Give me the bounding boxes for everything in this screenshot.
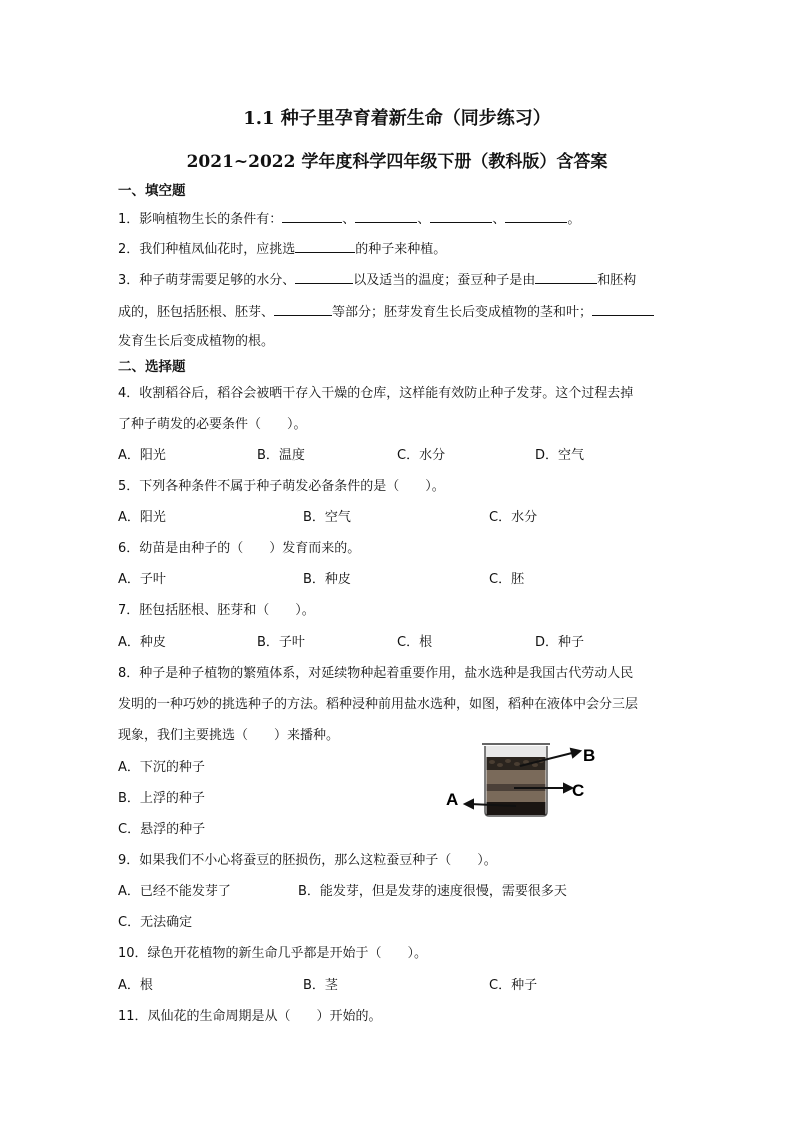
q6-option-c[interactable]: C．胚 [489,572,525,587]
q7-option-b[interactable]: B．子叶 [257,635,305,650]
q9-option-a[interactable]: A．已经不能发芽了 [118,884,231,899]
answer-blank[interactable] [282,209,342,223]
q3-text: 以及适当的温度；蚕豆种子是由 [353,273,536,288]
q5-option-c[interactable]: C．水分 [489,510,538,525]
question-9: 9．如果我们不小心将蚕豆的胚损伤，那么这粒蚕豆种子（ ）。 [118,853,497,868]
q3-text: 3．种子萌芽需要足够的水分、 [118,273,296,288]
q4-option-b[interactable]: B．温度 [257,448,305,463]
arrow-c-head [564,784,572,792]
section-fill-in: 一、填空题 [118,183,186,199]
q7-option-c[interactable]: C．根 [397,635,433,650]
q10-option-c[interactable]: C．种子 [489,978,538,993]
label-c: C [572,781,585,800]
question-1 [118,209,580,229]
question-4-line-2: 了种子萌发的必要条件（ ）。 [118,417,307,432]
q9-option-c[interactable]: C．无法确定 [118,915,193,930]
question-8-line-2: 发明的一种巧妙的挑选种子的方法。稻种浸种前用盐水选种，如图，稻种在液体中会分三层 [118,697,639,712]
label-a: A [446,790,459,809]
q6-option-b[interactable]: B．种皮 [303,572,351,587]
q5-option-a[interactable]: A．阳光 [118,510,166,525]
sunken-seed-layer [487,802,546,815]
q1-sep: 、 [492,212,506,227]
q4-option-d[interactable]: D．空气 [535,448,585,463]
q1-end: 。 [567,212,581,227]
q4-option-a[interactable]: A．阳光 [118,448,166,463]
q8-option-c[interactable]: C．悬浮的种子 [118,822,206,837]
q1-sep: 、 [342,212,356,227]
question-7: 7．胚包括胚根、胚芽和（ ）。 [118,603,315,618]
answer-blank[interactable] [274,302,332,316]
q2-post: 的种子来种植。 [355,242,447,257]
arrow-b-head [571,749,580,757]
q6-option-a[interactable]: A．子叶 [118,572,166,587]
question-8-line-1: 8．种子是种子植物的繁殖体系，对延续物种起着重要作用，盐水选种是我国古代劳动人民 [118,666,634,681]
salt-water-beaker-figure [440,740,610,820]
q9-option-b[interactable]: B．能发芽，但是发芽的速度很慢，需要很多天 [298,884,567,899]
answer-blank[interactable] [355,209,417,223]
q1-sep: 、 [417,212,431,227]
q8-option-b[interactable]: B．上浮的种子 [118,791,205,806]
answer-blank[interactable] [295,239,355,253]
question-8-line-3: 现象，我们主要挑选（ ）来播种。 [118,728,340,743]
q7-option-a[interactable]: A．种皮 [118,635,166,650]
question-3-line-3: 发育生长后变成植物的根。 [118,334,275,349]
arrow-a-head [465,800,473,808]
q5-option-b[interactable]: B．空气 [303,510,351,525]
q3-text: 等部分；胚芽发育生长后变成植物的茎和叶； [332,305,593,320]
q3-text: 成的，胚包括胚根、胚芽、 [118,305,275,320]
q3-text: 和胚构 [597,273,637,288]
answer-blank[interactable] [430,209,492,223]
question-3-line-2 [118,302,654,322]
page-subtitle: 2021~2022 学年度科学四年级下册（教科版）含答案 [186,152,608,172]
q10-option-b[interactable]: B．茎 [303,978,338,993]
q4-option-c[interactable]: C．水分 [397,448,446,463]
answer-blank[interactable] [535,270,597,284]
section-multiple-choice: 二、选择题 [118,359,186,375]
q7-option-d[interactable]: D．种子 [535,635,585,650]
label-b: B [583,746,596,765]
question-10: 10．绿色开花植物的新生命几乎都是开始于（ ）。 [118,946,428,961]
answer-blank[interactable] [592,302,654,316]
question-3-line-1 [118,270,636,290]
q8-option-a[interactable]: A．下沉的种子 [118,760,205,775]
q10-option-a[interactable]: A．根 [118,978,153,993]
question-4-line-1: 4．收割稻谷后，稻谷会被晒干存入干燥的仓库，这样能有效防止种子发芽。这个过程去掉 [118,386,634,401]
q2-pre: 2．我们种植凤仙花时，应挑选 [118,242,296,257]
question-5: 5．下列各种条件不属于种子萌发必备条件的是（ ）。 [118,479,445,494]
answer-blank[interactable] [505,209,567,223]
answer-blank[interactable] [295,270,353,284]
question-11: 11．凤仙花的生命周期是从（ ）开始的。 [118,1009,382,1024]
question-2 [118,239,446,259]
page-title: 1.1 种子里孕育着新生命（同步练习） [243,108,551,129]
question-6: 6．幼苗是由种子的（ ）发育而来的。 [118,541,361,556]
q1-text: 1．影响植物生长的条件有： [118,212,283,227]
